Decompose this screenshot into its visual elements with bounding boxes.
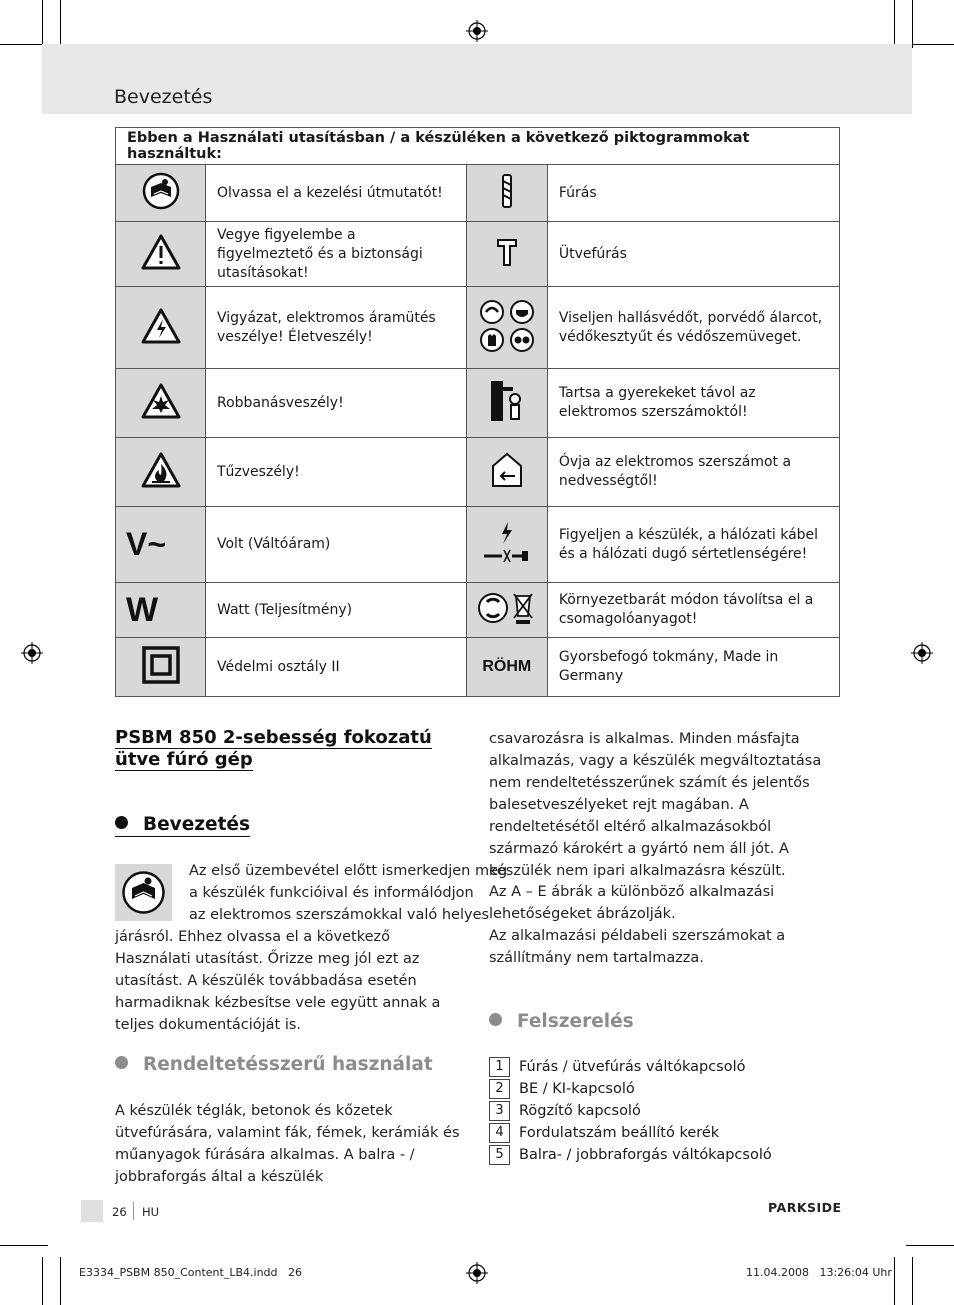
section-heading-intro: [115, 814, 250, 837]
item-number: 1: [489, 1057, 510, 1077]
protection-class-ii-icon: [116, 638, 206, 697]
pictogram-text: Óvja az elektromos szerszámot a nedvességtől!: [547, 438, 839, 507]
explosion-icon: [116, 369, 206, 438]
warning-triangle-icon: [116, 222, 206, 287]
language-code: HU: [142, 1205, 160, 1219]
intro-first-line: az elektromos szerszámokkal való helyes: [189, 907, 490, 923]
crop-mark: [42, 0, 43, 48]
item-number: 2: [489, 1079, 510, 1099]
footer-divider: [133, 1202, 134, 1220]
registration-mark-icon: [466, 1262, 488, 1284]
section-heading-equipment: [489, 1011, 634, 1032]
crop-mark: [0, 44, 48, 45]
moisture-protect-icon: [466, 438, 547, 507]
book-read-icon: [116, 165, 206, 222]
print-timestamp: 11.04.2008 13:26:04 Uhr: [746, 1266, 892, 1279]
recycle-icon: [466, 583, 547, 638]
crop-mark: [60, 1257, 61, 1305]
book-read-icon: [115, 864, 172, 921]
page-number: 26: [112, 1205, 127, 1219]
section-heading-usage: [115, 1054, 433, 1075]
equipment-item: [489, 1101, 641, 1122]
crop-mark: [60, 0, 61, 48]
pictogram-text: Vegye figyelembe a figyelmeztető és a biztonsági utasításokat!: [206, 222, 467, 287]
product-title: [115, 727, 475, 771]
intro-first-line: a készülék funkcióival és informálódjon: [189, 885, 474, 901]
volt-symbol: V~: [126, 526, 167, 562]
usage-paragraph: A készülék téglák, betonok és kőzetek ütvefúrására, valamint fák, fémek, kerámiák és műanyagok fúrására alkalmas. A balra - / jobbraforgás által a készülék: [115, 1103, 460, 1185]
pictogram-text: Fúrás: [547, 165, 839, 222]
pictogram-table-heading: Ebben a Használati utasításban / a készüléken a következő piktogrammokat használtuk:: [116, 128, 840, 165]
brand-logo: PARKSIDE: [768, 1200, 842, 1215]
pictogram-text: Védelmi osztály II: [206, 638, 467, 697]
item-label: Rögzítő kapcsoló: [519, 1103, 641, 1119]
watt-symbol: W: [126, 590, 159, 629]
page-number-box: [81, 1200, 103, 1222]
ppe-icon: [466, 287, 547, 369]
item-number: 4: [489, 1123, 510, 1143]
pictogram-text: Robbanásveszély!: [206, 369, 467, 438]
equipment-item: [489, 1145, 772, 1166]
registration-mark-icon: [911, 642, 933, 664]
registration-mark-icon: [21, 642, 43, 664]
usage-tools-paragraph: Az alkalmazási példabeli szerszámokat a szállítmány nem tartalmazza.: [489, 928, 786, 966]
pictogram-text: Watt (Teljesítmény): [206, 583, 467, 638]
pictogram-text: Ütvefúrás: [547, 222, 839, 287]
item-label: Fordulatszám beállító kerék: [519, 1125, 720, 1141]
pictogram-text: Vigyázat, elektromos áramütés veszélye! Életveszély!: [206, 287, 467, 369]
item-label: Balra- / jobbraforgás váltókapcsoló: [519, 1147, 772, 1163]
registration-mark-icon: [466, 20, 488, 42]
usage-continued-paragraph: csavarozásra is alkalmas. Minden másfajta alkalmazás, vagy a készülék megváltoztatása nem rendeltetésszerűnek számít és jelentős balesetveszélyeket rejt magában. A rendeltetésétől eltérő alkalmazásokból származó károkért a gyártó nem áll jót. A készülék nem ipari alkalmazásra készült.: [489, 731, 822, 879]
crop-mark: [906, 1245, 954, 1246]
cable-damage-icon: [466, 507, 547, 583]
equipment-item: [489, 1057, 746, 1078]
usage-figures-paragraph: Az A – E ábrák a különböző alkalmazási lehetőségeket ábrázolják.: [489, 884, 775, 922]
crop-mark: [0, 1245, 48, 1246]
electric-shock-icon: [116, 287, 206, 369]
section-title: Rendeltetésszerű használat: [143, 1054, 433, 1075]
pictogram-text: Figyeljen a készülék, a hálózati kábel és a hálózati dugó sértetlenségére!: [547, 507, 839, 583]
children-away-icon: [466, 369, 547, 438]
intro-paragraph: járásról. Ehhez olvassa el a következő Használati utasítást. Őrizze meg jól ezt az utasítást. A készülék továbbadása esetén harmadiknak kézbesítse vele együtt annak a teljes dokumentációját is.: [115, 929, 441, 1033]
rohm-logo-icon: [466, 638, 547, 697]
item-number: 3: [489, 1101, 510, 1121]
crop-mark: [912, 0, 913, 48]
fire-icon: [116, 438, 206, 507]
page-section-title: Bevezetés: [114, 86, 213, 108]
crop-mark: [912, 1257, 913, 1305]
intro-first-line: Az első üzembevétel előtt ismerkedjen meg: [189, 863, 508, 879]
pictogram-table: [115, 127, 840, 697]
pictogram-text: Gyorsbefogó tokmány, Made in Germany: [547, 638, 839, 697]
pictogram-text: Tartsa a gyerekeket távol az elektromos szerszámoktól!: [547, 369, 839, 438]
section-title: Bevezetés: [143, 814, 250, 835]
crop-mark: [906, 44, 954, 45]
pictogram-text: Viseljen hallásvédőt, porvédő álarcot, védőkesztyűt és védőszemüveget.: [547, 287, 839, 369]
rohm-logo: RÖHM: [482, 658, 532, 675]
product-title-text: PSBM 850 2-sebesség fokozatú ütve fúró gép: [115, 727, 432, 770]
item-label: Fúrás / ütvefúrás váltókapcsoló: [519, 1059, 746, 1075]
pictogram-text: Volt (Váltóáram): [206, 507, 467, 583]
volt-ac-icon: [116, 507, 206, 583]
item-label: BE / KI-kapcsoló: [519, 1081, 635, 1097]
equipment-item: [489, 1123, 719, 1144]
crop-mark: [894, 0, 895, 48]
section-title: Felszerelés: [517, 1011, 634, 1032]
hammer-icon: [466, 222, 547, 287]
crop-mark: [42, 1257, 43, 1305]
bullet-dot-icon: [489, 1013, 502, 1026]
bullet-dot-icon: [115, 816, 128, 829]
crop-mark: [894, 1257, 895, 1305]
bullet-dot-icon: [115, 1056, 128, 1069]
pictogram-text: Környezetbarát módon távolítsa el a csomagolóanyagot!: [547, 583, 839, 638]
equipment-item: [489, 1079, 635, 1100]
item-number: 5: [489, 1145, 510, 1165]
pictogram-text: Tűzveszély!: [206, 438, 467, 507]
file-info: E3334_PSBM 850_Content_LB4.indd 26: [79, 1266, 302, 1279]
drill-bit-icon: [466, 165, 547, 222]
pictogram-text: Olvassa el a kezelési útmutatót!: [206, 165, 467, 222]
watt-icon: [116, 583, 206, 638]
